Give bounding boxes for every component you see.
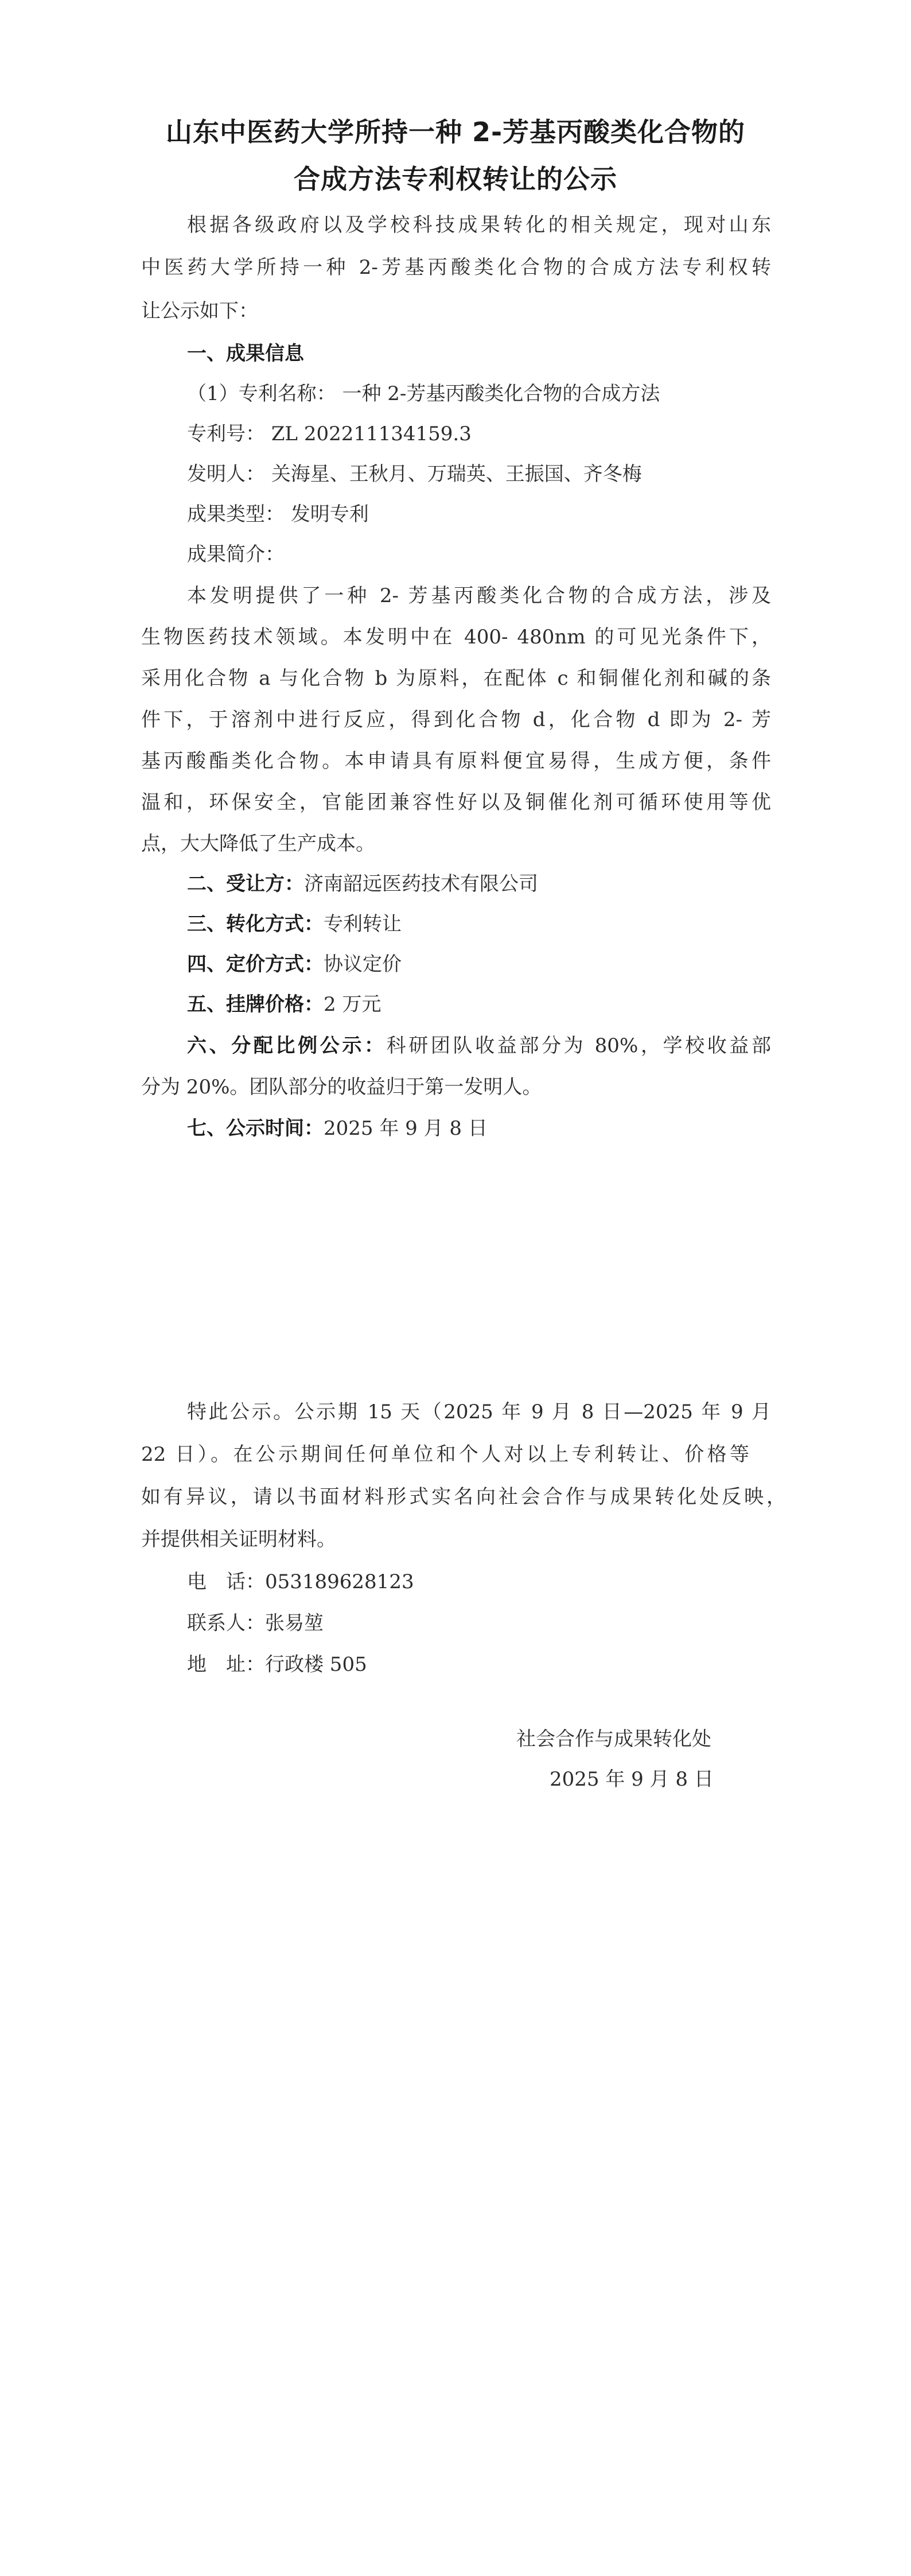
summary-line-5: 基丙酸酯类化合物。本申请具有原料便宜易得，生成方便，条件 [141,750,771,773]
summary-line-6: 温和，环保安全，官能团兼容性好以及铜催化剂可循环使用等优 [141,791,771,814]
inventors-value: 关海星、王秋月、万瑞英、王振国、齐冬梅 [271,463,642,486]
notice-line-4: 并提供相关证明材料。 [141,1528,336,1551]
contact-phone-row [187,1569,414,1595]
section-7-value: 2025 年 9 月 8 日 [324,1117,488,1140]
inventors-label: 发明人： [187,463,265,486]
patent-no-label: 专利号： [187,422,265,445]
phone-label: 电 话： [187,1570,265,1593]
section-3-row [187,911,402,937]
summary-line-2: 生物医药技术领域。本发明中在 400- 480nm 的可见光条件下， [141,626,771,649]
person-value: 张易堃 [265,1612,324,1635]
section-6-row [187,1033,771,1058]
intro-line-3: 让公示如下： [141,300,258,323]
title-line-2: 合成方法专利权转让的公示 [294,164,617,195]
section-7-heading: 七、公示时间： [187,1117,324,1140]
phone-value: 053189628123 [265,1570,414,1593]
address-value: 行政楼 505 [265,1653,367,1676]
inventors-row [187,461,642,487]
section-4-heading: 四、定价方式： [187,953,324,976]
section-6-heading: 六、分配比例公示： [187,1034,387,1057]
person-label: 联系人： [187,1612,265,1635]
section-7-row [187,1116,488,1141]
section-6-value-line-1: 科研团队收益部分为 80%，学校收益部 [386,1034,771,1057]
contact-person-row [187,1611,324,1636]
summary-line-3: 采用化合物 a 与化合物 b 为原料，在配体 c 和铜催化剂和碱的条 [141,667,771,690]
notice-line-1: 特此公示。公示期 15 天（2025 年 9 月 8 日—2025 年 9 月 [187,1400,771,1423]
section-3-value: 专利转让 [324,913,402,936]
signature-office: 社会合作与成果转化处 [516,1728,711,1751]
patent-name-value: 一种 2-芳基丙酸类化合物的合成方法 [342,382,660,405]
intro-line-2: 中医药大学所持一种 2-芳基丙酸类化合物的合成方法专利权转 [141,256,771,279]
summary-label: 成果简介： [187,543,285,566]
address-label: 地 址： [187,1653,265,1676]
section-5-value: 2 万元 [324,993,381,1016]
summary-line-1: 本发明提供了一种 2- 芳基丙酸类化合物的合成方法，涉及 [187,584,771,607]
type-value: 发明专利 [290,503,369,526]
signature-date: 2025 年 9 月 8 日 [550,1768,714,1791]
section-2-heading: 二、受让方： [187,872,304,895]
notice-line-3: 如有异议，请以书面材料形式实名向社会合作与成果转化处反映， [141,1485,786,1508]
section-4-row [187,952,402,977]
patent-name-label: （1）专利名称： [187,382,336,405]
intro-line-1: 根据各级政府以及学校科技成果转化的相关规定，现对山东 [187,214,771,236]
contact-address-row [187,1652,367,1677]
patent-no-value: ZL 202211134159.3 [271,422,472,445]
section-1-heading: 一、成果信息 [187,342,304,365]
type-row [187,502,369,527]
section-5-row [187,992,381,1017]
section-4-value: 协议定价 [324,953,402,976]
patent-no-row [187,421,472,447]
section-6-value-line-2: 分为 20%。团队部分的收益归于第一发明人。 [141,1076,542,1099]
type-label: 成果类型： [187,503,285,526]
notice-line-2: 22 日）。在公示期间任何单位和个人对以上专利转让、价格等 [141,1443,749,1466]
section-2-value: 济南韶远医药技术有限公司 [304,872,538,895]
patent-name-row [187,381,660,406]
summary-line-7: 点，大大降低了生产成本。 [141,832,375,855]
section-2-row [187,871,538,897]
title-line-1: 山东中医药大学所持一种 2-芳基丙酸类化合物的 [165,117,746,148]
section-5-heading: 五、挂牌价格： [187,993,324,1016]
summary-line-4: 件下，于溶剂中进行反应，得到化合物 d，化合物 d 即为 2- 芳 [141,708,771,731]
section-3-heading: 三、转化方式： [187,913,324,936]
